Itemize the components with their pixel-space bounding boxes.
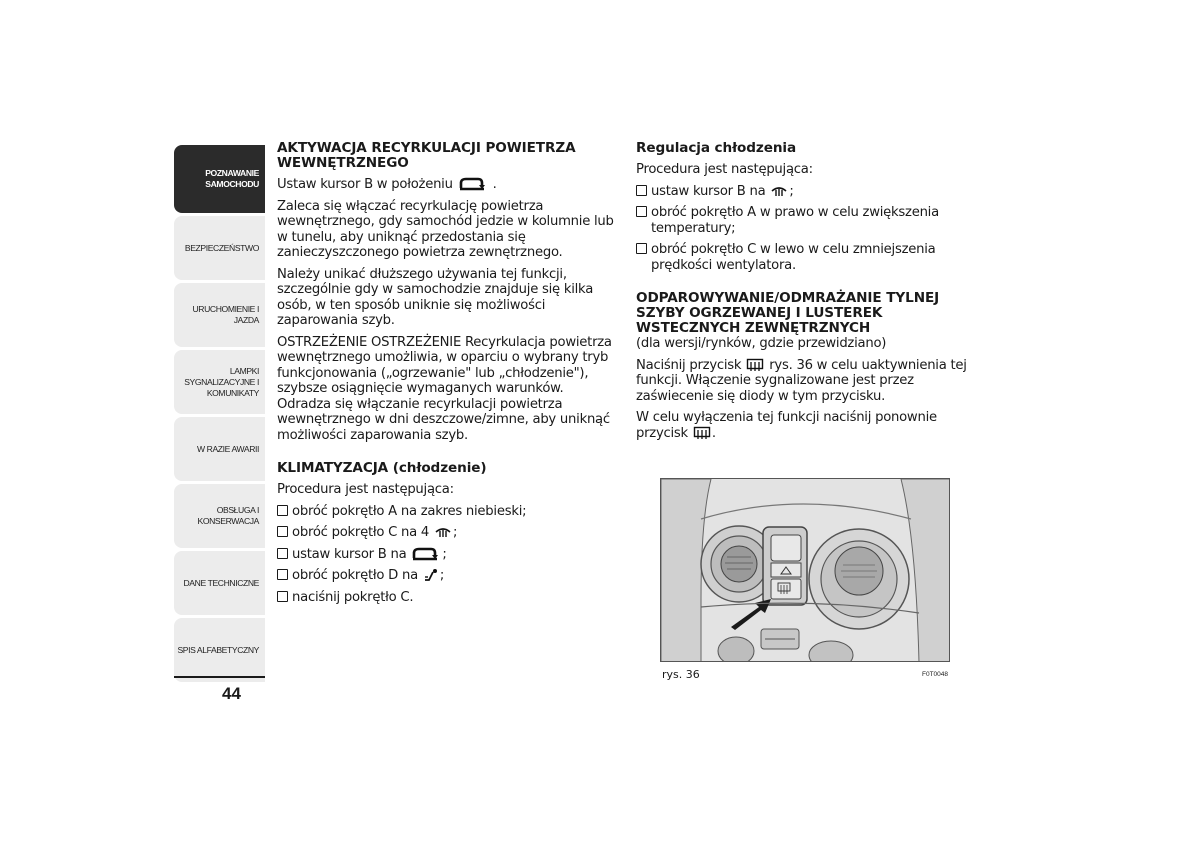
tab-dane-techniczne[interactable] xyxy=(174,551,265,615)
text: obróć pokrętło A w prawo w celu zwiększenia temperatury; xyxy=(651,205,939,236)
text: obróć pokrętło D na xyxy=(292,568,418,583)
warning-paragraph: OSTRZEŻENIE OSTRZEŻENIE Recyrkulacja powietrza wewnętrznego umożliwia, w oparciu o wybrany tryb funkcjonowania („ogrzewanie" lub „chłodzenie"), szybsze osiągnięcie wymaganych warunków. Odradza się włączanie recyrkulacji powietrza wewnętrznego w dni deszczowe/zimne, aby uniknąć możliwości zaparowania szyb. xyxy=(277,334,612,443)
tab-label: URUCHOMIENIE I JAZDA xyxy=(192,304,259,325)
text: ustaw kursor B na xyxy=(292,546,407,562)
fan-defrost-icon xyxy=(770,184,788,198)
recirculation-icon xyxy=(458,177,488,191)
text: obróć pokrętło C na 4 xyxy=(292,525,430,540)
text: Ustaw kursor B w położeniu xyxy=(277,177,453,192)
heading-air-conditioning: KLIMATYZACJA (chłodzenie) xyxy=(277,460,487,476)
page-number: 44 xyxy=(222,684,241,703)
tab-label: LAMPKI SYGNALIZACYJNE I KOMUNIKATY xyxy=(184,365,259,398)
text: obróć pokrętło C w lewo w celu zmniejszenia prędkości wentylatora. xyxy=(651,242,936,273)
text: ; xyxy=(789,183,794,199)
tab-label: DANE TECHNICZNE xyxy=(183,577,259,588)
text: Naciśnij przycisk xyxy=(636,357,742,373)
checkbox-bullet-icon xyxy=(277,548,288,559)
list-item xyxy=(636,184,976,200)
checkbox-bullet-icon xyxy=(277,526,288,537)
heading-cooling-regulation: Regulacja chłodzenia xyxy=(636,140,797,156)
recirculation-icon xyxy=(411,547,441,561)
tab-w-razie-awarii[interactable] xyxy=(174,417,265,481)
list-item xyxy=(636,205,976,236)
right-column xyxy=(636,141,976,447)
list-item xyxy=(277,590,617,606)
checkbox-bullet-icon xyxy=(277,591,288,602)
chapter-tabs xyxy=(174,145,265,685)
paragraph-press-again xyxy=(636,410,976,441)
list-item xyxy=(636,242,976,273)
tab-obsluga-i-konserwacja[interactable] xyxy=(174,484,265,548)
text: obróć pokrętło A na zakres niebieski; xyxy=(292,503,527,519)
paragraph-recirculation-cursor xyxy=(277,177,617,193)
list-item xyxy=(277,568,617,584)
text: ; xyxy=(439,568,445,583)
paragraph-press-button xyxy=(636,358,976,405)
tab-lampki-sygnalizacyjne[interactable] xyxy=(174,350,265,414)
text: . xyxy=(492,177,497,192)
checkbox-bullet-icon xyxy=(277,569,288,580)
right-air-vent xyxy=(809,529,909,629)
tab-poznawanie-samochodu[interactable] xyxy=(174,145,265,213)
fan-defrost-icon xyxy=(434,525,452,539)
tab-label: SPIS ALFABETYCZNY xyxy=(177,644,259,655)
paragraph: Procedura jest następująca: xyxy=(636,162,813,177)
checkbox-bullet-icon xyxy=(636,185,647,196)
paragraph: Należy unikać dłuższego używania tej funkcji, szczególnie gdy w samochodzie znajduje się kilka osób, w ten sposób uniknie się możliwości zaparowania szyb. xyxy=(277,266,594,328)
text: ; xyxy=(453,525,458,540)
list-item xyxy=(277,504,617,520)
heading-rear-defrost: ODPAROWYWANIE/ODMRAŻANIE TYLNEJ SZYBY OGRZEWANEJ I LUSTEREK WSTECZNYCH ZEWNĘTRZNYCH xyxy=(636,290,940,336)
heading-recirculation: AKTYWACJA RECYRKULACJI POWIETRZA WEWNĘTRZNEGO xyxy=(277,140,576,171)
tab-label: POZNAWANIE SAMOCHODU xyxy=(205,168,259,189)
tab-label: OBSŁUGA I KONSERWACJA xyxy=(197,505,259,526)
left-column xyxy=(277,141,617,611)
text: ; xyxy=(442,546,447,562)
figure-caption: rys. 36 xyxy=(662,668,700,681)
tab-uruchomienie-i-jazda[interactable] xyxy=(174,283,265,347)
tab-label: W RAZIE AWARII xyxy=(196,443,259,454)
tab-bezpieczenstwo[interactable] xyxy=(174,216,265,280)
text: ustaw kursor B na xyxy=(651,183,766,199)
list-item xyxy=(277,547,617,563)
center-button-panel xyxy=(763,527,807,605)
checkbox-bullet-icon xyxy=(636,206,647,217)
checkbox-bullet-icon xyxy=(277,505,288,516)
figure-code: F0T0048 xyxy=(922,671,949,678)
rear-defrost-icon xyxy=(746,358,764,372)
text: naciśnij pokrętło C. xyxy=(292,589,414,605)
dashboard-illustration xyxy=(660,478,950,662)
tab-label: BEZPIECZEŃSTWO xyxy=(184,242,259,253)
list-item xyxy=(277,525,617,541)
sidebar-divider xyxy=(174,676,265,678)
paragraph: Procedura jest następująca: xyxy=(277,482,454,497)
paragraph: Zaleca się włączać recyrkulację powietrza wewnętrznego, gdy samochód jedzie w kolumnie lub w tunelu, aby uniknąć przedostania się zanieczyszczonego powietrza zewnętrznego. xyxy=(277,198,614,260)
heading-subtitle: (dla wersji/rynków, gdzie przewidziano) xyxy=(636,336,887,351)
text: rys. 36 w celu uaktywnienia tej funkcji. Włączenie sygnalizowane jest przez zaświecenie się diody w tym przycisku. xyxy=(636,357,967,404)
air-distribution-icon xyxy=(423,568,439,582)
tab-spis-alfabetyczny[interactable] xyxy=(174,618,265,682)
rear-defrost-icon xyxy=(693,426,711,440)
text: . xyxy=(711,425,716,441)
checkbox-bullet-icon xyxy=(636,243,647,254)
dashboard-drawing xyxy=(661,479,950,662)
text: W celu wyłączenia tej funkcji naciśnij ponownie przycisk xyxy=(636,410,937,441)
